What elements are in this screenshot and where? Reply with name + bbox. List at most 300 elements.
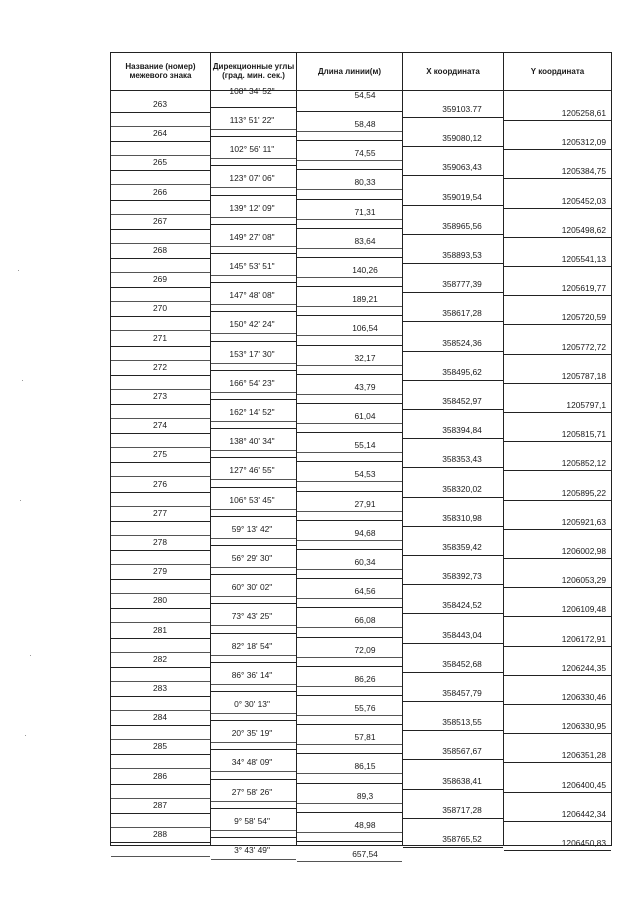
y-coordinate: 1205384,75 (561, 166, 606, 177)
row-rule (297, 753, 402, 754)
row-rule (111, 842, 210, 843)
row-rule (504, 500, 611, 501)
row-rule (403, 672, 503, 673)
row-subrule (111, 827, 210, 828)
line-length: 83,64 (354, 235, 376, 246)
row-subrule (111, 243, 210, 244)
row-rule (211, 165, 296, 166)
row-subrule (111, 155, 210, 156)
y-coordinate: 1206109,48 (561, 604, 606, 615)
row-subrule (211, 304, 296, 305)
point-name: 278 (153, 537, 167, 547)
row-rule (403, 643, 503, 644)
row-rule (211, 224, 296, 225)
row-subrule (111, 126, 210, 127)
point-name: 277 (153, 507, 167, 518)
row-rule (403, 380, 503, 381)
table-border-col3 (402, 52, 403, 846)
row-rule (297, 403, 402, 404)
row-rule (403, 205, 503, 206)
row-subrule (297, 189, 402, 190)
direction-angle: 34° 48' 09" (231, 757, 273, 768)
direction-angle: 145° 53' 51" (229, 261, 275, 271)
line-length: 80,33 (354, 177, 376, 188)
row-rule (111, 754, 210, 755)
x-coordinate: 358452,68 (442, 658, 482, 669)
row-subrule (111, 798, 210, 799)
row-rule (111, 346, 210, 347)
line-length: 60,34 (354, 557, 376, 567)
line-length: 86,26 (354, 673, 376, 684)
row-rule (211, 516, 296, 517)
row-rule (211, 779, 296, 780)
row-subrule (297, 394, 402, 395)
row-rule (297, 315, 402, 316)
y-coordinate: 1205815,71 (561, 429, 606, 440)
row-subrule (297, 861, 402, 862)
row-subrule (111, 476, 210, 477)
row-rule (403, 584, 503, 585)
row-rule (504, 383, 611, 384)
row-rule (211, 749, 296, 750)
row-rule (211, 399, 296, 400)
y-coordinate: 1206330,95 (561, 721, 606, 732)
row-subrule (297, 803, 402, 804)
row-subrule (111, 330, 210, 331)
x-coordinate: 358359,42 (442, 542, 482, 552)
row-rule (297, 695, 402, 696)
point-name: 271 (153, 332, 167, 343)
row-rule (504, 470, 611, 471)
row-rule (111, 375, 210, 376)
row-subrule (297, 657, 402, 658)
header-x-coordinate: X координата (426, 66, 480, 76)
row-subrule (297, 540, 402, 541)
table-border-bottom (110, 845, 611, 846)
row-rule (111, 492, 210, 493)
point-name: 267 (153, 215, 167, 226)
y-coordinate: 1206442,34 (561, 808, 606, 819)
row-subrule (297, 160, 402, 161)
row-rule (403, 701, 503, 702)
row-rule (297, 491, 402, 492)
x-coordinate: 358965,56 (442, 220, 482, 231)
point-name: 280 (153, 595, 167, 606)
y-coordinate: 1206351,28 (561, 750, 606, 761)
point-name: 263 (153, 99, 167, 109)
row-subrule (111, 214, 210, 215)
row-rule (403, 321, 503, 322)
row-rule (504, 850, 611, 851)
row-rule (403, 234, 503, 235)
row-subrule (211, 187, 296, 188)
direction-angle: 138° 40' 34" (229, 436, 275, 447)
direction-angle: 149° 27' 08" (229, 231, 275, 242)
line-length: 189,21 (352, 294, 378, 305)
direction-angle: 27° 58' 26" (231, 786, 273, 797)
row-rule (403, 292, 503, 293)
row-rule (111, 141, 210, 142)
row-subrule (297, 306, 402, 307)
y-coordinate: 1205498,62 (561, 224, 606, 235)
row-rule (211, 545, 296, 546)
row-subrule (297, 744, 402, 745)
x-coordinate: 358567,67 (442, 746, 482, 757)
row-subrule (211, 596, 296, 597)
row-subrule (297, 773, 402, 774)
row-rule (211, 282, 296, 283)
y-coordinate: 1205312,09 (561, 137, 606, 148)
x-coordinate: 358353,43 (442, 454, 482, 465)
row-rule (297, 724, 402, 725)
line-length: 57,81 (354, 732, 376, 743)
row-rule (504, 324, 611, 325)
point-name: 272 (153, 361, 167, 372)
row-rule (297, 432, 402, 433)
row-subrule (211, 830, 296, 831)
row-rule (211, 662, 296, 663)
row-rule (111, 404, 210, 405)
row-rule (403, 526, 503, 527)
row-rule (211, 370, 296, 371)
row-subrule (211, 801, 296, 802)
row-subrule (211, 538, 296, 539)
row-rule (297, 345, 402, 346)
y-coordinate: 1205921,63 (561, 516, 606, 527)
row-subrule (111, 593, 210, 594)
row-rule (111, 229, 210, 230)
row-rule (504, 120, 611, 121)
row-rule (297, 257, 402, 258)
x-coordinate: 358452,97 (442, 396, 482, 406)
line-length: 58,48 (354, 119, 376, 129)
row-rule (111, 112, 210, 113)
direction-angle: 59° 13' 42" (231, 523, 273, 534)
row-rule (504, 149, 611, 150)
row-rule (403, 847, 503, 848)
point-name: 282 (153, 653, 167, 664)
direction-angle: 73° 43' 25" (231, 611, 273, 622)
row-rule (211, 428, 296, 429)
row-subrule (297, 715, 402, 716)
x-coordinate: 358495,62 (442, 366, 482, 377)
row-subrule (297, 423, 402, 424)
row-rule (211, 691, 296, 692)
row-rule (111, 725, 210, 726)
point-name: 287 (153, 799, 167, 810)
row-rule (111, 462, 210, 463)
x-coordinate: 358777,39 (442, 279, 482, 290)
row-subrule (211, 567, 296, 568)
line-length: 66,08 (354, 615, 376, 626)
x-coordinate: 359019,54 (442, 191, 482, 202)
point-name: 265 (153, 157, 167, 168)
row-subrule (111, 739, 210, 740)
x-coordinate: 359103.77 (442, 104, 482, 114)
direction-angle: 127° 46' 55" (229, 465, 275, 476)
row-rule (403, 117, 503, 118)
row-rule (111, 521, 210, 522)
y-coordinate: 1206053,29 (561, 575, 606, 586)
row-rule (211, 487, 296, 488)
row-rule (504, 178, 611, 179)
row-rule (403, 409, 503, 410)
point-name: 268 (153, 245, 167, 255)
row-rule (504, 792, 611, 793)
row-rule (211, 195, 296, 196)
row-rule (403, 730, 503, 731)
row-rule (504, 821, 611, 822)
row-subrule (211, 771, 296, 772)
line-length: 74,55 (354, 148, 376, 159)
row-subrule (111, 681, 210, 682)
row-rule (403, 789, 503, 790)
line-length: 72,09 (354, 644, 376, 655)
table-border-col1 (210, 52, 211, 846)
direction-angle: 123° 07' 06" (229, 173, 275, 184)
row-subrule (297, 335, 402, 336)
row-rule (504, 616, 611, 617)
row-subrule (211, 713, 296, 714)
line-length: 43,79 (354, 381, 376, 392)
line-length: 94,68 (354, 527, 376, 538)
row-rule (111, 200, 210, 201)
x-coordinate: 358617,28 (442, 308, 482, 319)
direction-angle: 60° 30' 02" (231, 582, 273, 593)
x-coordinate: 359080,12 (442, 133, 482, 144)
row-rule (297, 578, 402, 579)
row-subrule (111, 418, 210, 419)
first-segment-angle: 108° 34' 52" (229, 86, 275, 96)
y-coordinate: 1205452,03 (561, 195, 606, 206)
row-rule (297, 199, 402, 200)
x-coordinate: 358524,36 (442, 337, 482, 348)
y-coordinate: 1206330,46 (561, 692, 606, 702)
row-rule (211, 603, 296, 604)
y-coordinate: 1205772,72 (561, 341, 606, 352)
direction-angle: 56° 29' 30" (231, 553, 273, 563)
row-subrule (211, 655, 296, 656)
y-coordinate: 1205541,13 (561, 254, 606, 264)
point-name: 273 (153, 391, 167, 401)
row-subrule (297, 481, 402, 482)
row-rule (211, 837, 296, 838)
row-subrule (111, 768, 210, 769)
line-length: 55,14 (354, 440, 376, 451)
direction-angle: 3° 43' 49" (234, 845, 270, 855)
scan-speck (30, 655, 31, 656)
row-rule (297, 374, 402, 375)
scan-speck (22, 380, 23, 381)
row-rule (297, 549, 402, 550)
y-coordinate: 1205720,59 (561, 312, 606, 323)
scan-speck (25, 735, 26, 736)
line-length: 89,3 (356, 790, 374, 801)
x-coordinate: 358443,04 (442, 629, 482, 640)
row-rule (403, 438, 503, 439)
row-subrule (111, 389, 210, 390)
y-coordinate: 1205797,1 (566, 400, 606, 410)
row-subrule (297, 598, 402, 599)
row-rule (403, 146, 503, 147)
row-rule (111, 696, 210, 697)
x-coordinate: 358392,73 (442, 571, 482, 582)
row-subrule (211, 509, 296, 510)
point-name: 269 (153, 274, 167, 285)
row-rule (504, 354, 611, 355)
row-subrule (111, 622, 210, 623)
x-coordinate: 358310,98 (442, 512, 482, 523)
row-subrule (297, 686, 402, 687)
row-rule (504, 208, 611, 209)
y-coordinate: 1205895,22 (561, 487, 606, 498)
row-subrule (297, 511, 402, 512)
row-rule (111, 316, 210, 317)
direction-angle: 82° 18' 54" (231, 640, 273, 651)
row-rule (111, 433, 210, 434)
row-subrule (211, 158, 296, 159)
row-subrule (297, 277, 402, 278)
x-coordinate: 358424,52 (442, 600, 482, 611)
row-rule (403, 759, 503, 760)
row-rule (403, 351, 503, 352)
row-rule (297, 607, 402, 608)
row-rule (297, 841, 402, 842)
x-coordinate: 358893,53 (442, 250, 482, 260)
row-rule (504, 412, 611, 413)
point-name: 279 (153, 566, 167, 577)
y-coordinate: 1206400,45 (561, 779, 606, 790)
row-rule (211, 311, 296, 312)
row-subrule (111, 710, 210, 711)
direction-angle: 9° 58' 54" (234, 815, 270, 826)
row-rule (403, 555, 503, 556)
row-rule (504, 558, 611, 559)
line-length: 48,98 (354, 819, 376, 830)
row-subrule (211, 859, 296, 860)
y-coordinate: 1206002,98 (561, 546, 606, 556)
row-rule (297, 286, 402, 287)
row-subrule (111, 564, 210, 565)
line-length: 32,17 (354, 352, 376, 363)
direction-angle: 20° 35' 19" (231, 728, 273, 739)
line-length: 657,54 (352, 849, 378, 859)
row-subrule (211, 363, 296, 364)
row-subrule (111, 184, 210, 185)
line-length: 71,31 (354, 206, 376, 217)
x-coordinate: 358717,28 (442, 804, 482, 815)
point-name: 275 (153, 449, 167, 460)
header-direction-angle: Дирекционные углы (град. мин. сек.) (212, 62, 295, 80)
row-rule (297, 666, 402, 667)
row-rule (111, 784, 210, 785)
row-rule (111, 667, 210, 668)
row-rule (504, 733, 611, 734)
first-segment-length: 54,54 (354, 90, 376, 100)
header-line-length: Длина линии(м) (317, 66, 382, 76)
row-rule (403, 497, 503, 498)
row-rule (504, 646, 611, 647)
row-subrule (211, 450, 296, 451)
direction-angle: 147° 48' 08" (229, 290, 275, 301)
y-coordinate: 1206172,91 (561, 633, 606, 644)
point-name: 274 (153, 420, 167, 431)
point-name: 281 (153, 624, 167, 635)
y-coordinate: 1205258,61 (561, 108, 606, 118)
line-length: 54,53 (354, 469, 376, 480)
row-subrule (111, 447, 210, 448)
row-subrule (111, 272, 210, 273)
direction-angle: 166° 54' 23" (229, 377, 275, 388)
line-length: 64,56 (354, 586, 376, 597)
row-subrule (111, 856, 210, 857)
row-subrule (111, 535, 210, 536)
table-border-right (611, 52, 612, 846)
row-subrule (297, 832, 402, 833)
row-subrule (211, 742, 296, 743)
table-border-top (110, 52, 611, 53)
line-length: 86,15 (354, 761, 376, 772)
row-subrule (211, 625, 296, 626)
header-point-name: Название (номер) межевого знака (125, 62, 196, 80)
line-length: 27,91 (354, 498, 376, 509)
x-coordinate: 358320,02 (442, 483, 482, 494)
row-subrule (297, 569, 402, 570)
row-subrule (211, 392, 296, 393)
row-rule (504, 762, 611, 763)
direction-angle: 113° 51' 22" (229, 115, 275, 125)
row-subrule (111, 506, 210, 507)
row-rule (504, 295, 611, 296)
direction-angle: 0° 30' 13" (234, 699, 270, 709)
row-rule (504, 587, 611, 588)
row-rule (403, 467, 503, 468)
row-rule (297, 637, 402, 638)
row-subrule (211, 246, 296, 247)
row-rule (297, 461, 402, 462)
row-rule (297, 783, 402, 784)
row-subrule (111, 360, 210, 361)
row-rule (297, 111, 402, 112)
row-rule (504, 266, 611, 267)
scan-speck (20, 500, 21, 501)
row-rule (403, 263, 503, 264)
header-y-coordinate: Y координата (530, 66, 585, 76)
row-subrule (297, 131, 402, 132)
row-rule (403, 613, 503, 614)
row-rule (297, 140, 402, 141)
row-subrule (297, 248, 402, 249)
row-subrule (297, 452, 402, 453)
row-subrule (211, 684, 296, 685)
row-rule (504, 441, 611, 442)
direction-angle: 139° 12' 09" (229, 202, 275, 213)
direction-angle: 86° 36' 14" (231, 669, 273, 680)
y-coordinate: 1205787,18 (561, 370, 606, 381)
row-subrule (211, 275, 296, 276)
row-subrule (111, 652, 210, 653)
row-subrule (211, 129, 296, 130)
point-name: 288 (153, 829, 167, 839)
row-rule (111, 579, 210, 580)
row-rule (211, 720, 296, 721)
row-rule (111, 170, 210, 171)
row-rule (297, 812, 402, 813)
point-name: 266 (153, 186, 167, 197)
row-rule (403, 818, 503, 819)
direction-angle: 106° 53' 45" (229, 494, 275, 505)
line-length: 55,76 (354, 703, 376, 713)
